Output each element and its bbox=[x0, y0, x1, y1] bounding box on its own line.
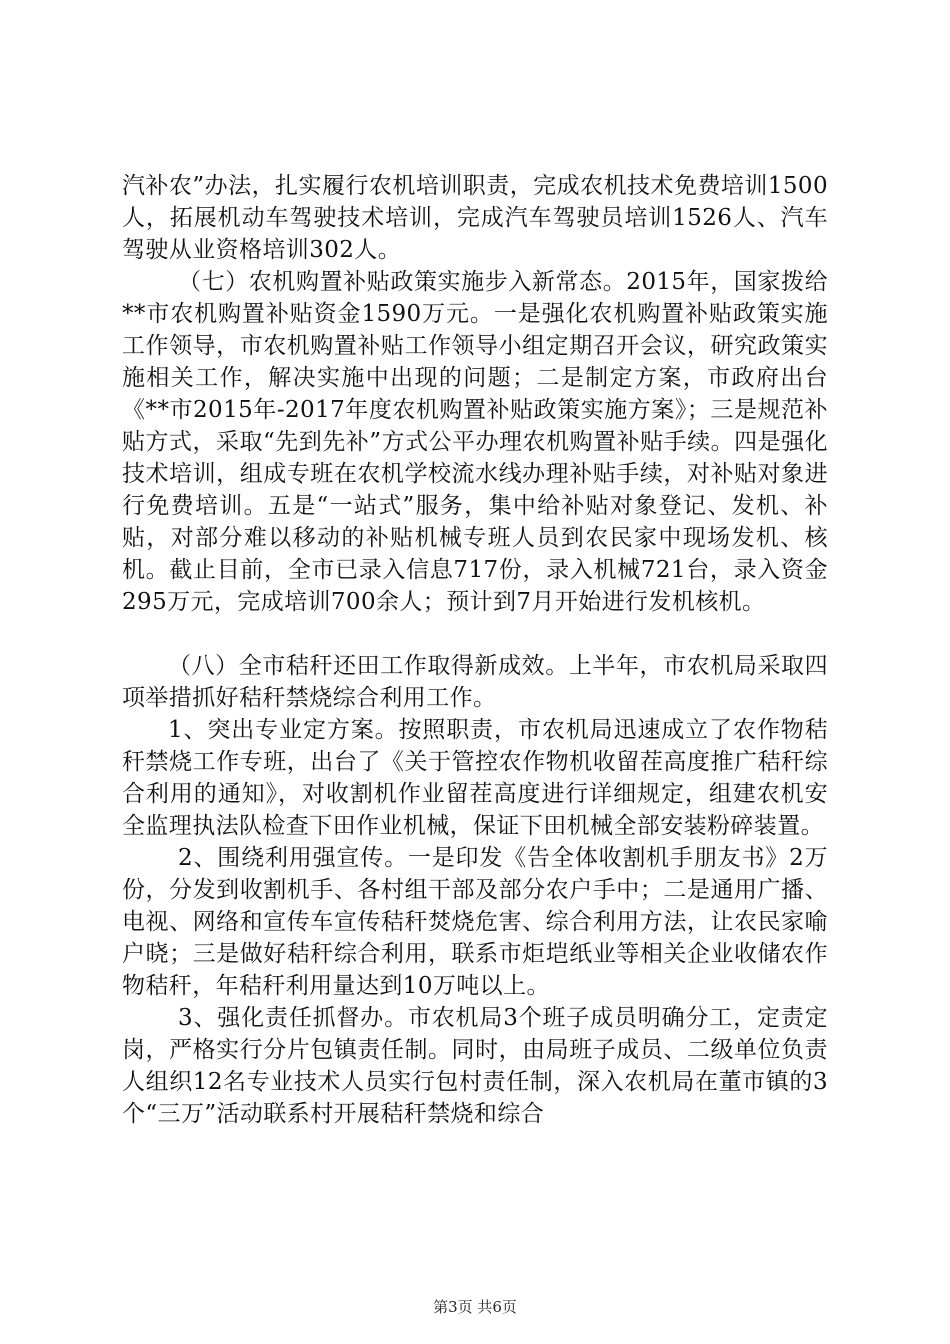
document-body bbox=[122, 170, 828, 1130]
paragraph-item-two: 2、围绕利用强宣传。一是印发《告全体收割机手朋友书》2万份，分发到收割机手、各村组干部及部分农户手中；二是通用广播、电视、网络和宣传车宣传秸秆焚烧危害、综合利用方法，让农民家喻户晓；三是做好秸秆综合利用，联系市炬垲纸业等相关企业收储农作物秸秆，年秸秆利用量达到10万吨以上。 bbox=[122, 845, 828, 999]
paragraph-item-one: 1、突出专业定方案。按照职责，市农机局迅速成立了农作物秸秆禁烧工作专班，出台了《关于管控农作物机收留茬高度推广秸秆综合利用的通知》，对收割机作业留茬高度进行详细规定，组建农机安全监理执法队检查下田作业机械，保证下田机械全部安装粉碎装置。 bbox=[122, 717, 828, 839]
paragraph-item-three: 3、强化责任抓督办。市农机局3个班子成员明确分工，定责定岗，严格实行分片包镇责任制。同时，由局班子成员、二级单位负责人组织12名专业技术人员实行包村责任制，深入农机局在董市镇的3个“三万”活动联系村开展秸秆禁烧和综合 bbox=[122, 1005, 828, 1127]
paragraph-training-continuation: 汽补农”办法，扎实履行农机培训职责，完成农机技术免费培训1500人，拓展机动车驾驶技术培训，完成汽车驾驶员培训1526人、汽车驾驶从业资格培训302人。 bbox=[122, 173, 828, 263]
paragraph-section-eight: （八）全市秸秆还田工作取得新成效。上半年，市农机局采取四项举措抓好秸秆禁烧综合利用工作。 bbox=[122, 653, 828, 711]
paragraph-section-seven: （七）农机购置补贴政策实施步入新常态。2015年，国家拨给**市农机购置补贴资金1590万元。一是强化农机购置补贴政策实施工作领导，市农机购置补贴工作领导小组定期召开会议，研究政策实施相关工作，解决实施中出现的问题；二是制定方案，市政府出台《**市2015年-2017年度农机购置补贴政策实施方案》；三是规范补贴方式，采取“先到先补”方式公平办理农机购置补贴手续。四是强化技术培训，组成专班在农机学校流水线办理补贴手续，对补贴对象进行免费培训。五是“一站式”服务，集中给补贴对象登记、发机、补贴，对部分难以移动的补贴机械专班人员到农民家中现场发机、核机。截止目前，全市已录入信息717份，录入机械721台，录入资金295万元，完成培训700余人；预计到7月开始进行发机核机。 bbox=[122, 269, 828, 615]
page-number-footer: 第3页 共6页 bbox=[433, 1298, 517, 1316]
